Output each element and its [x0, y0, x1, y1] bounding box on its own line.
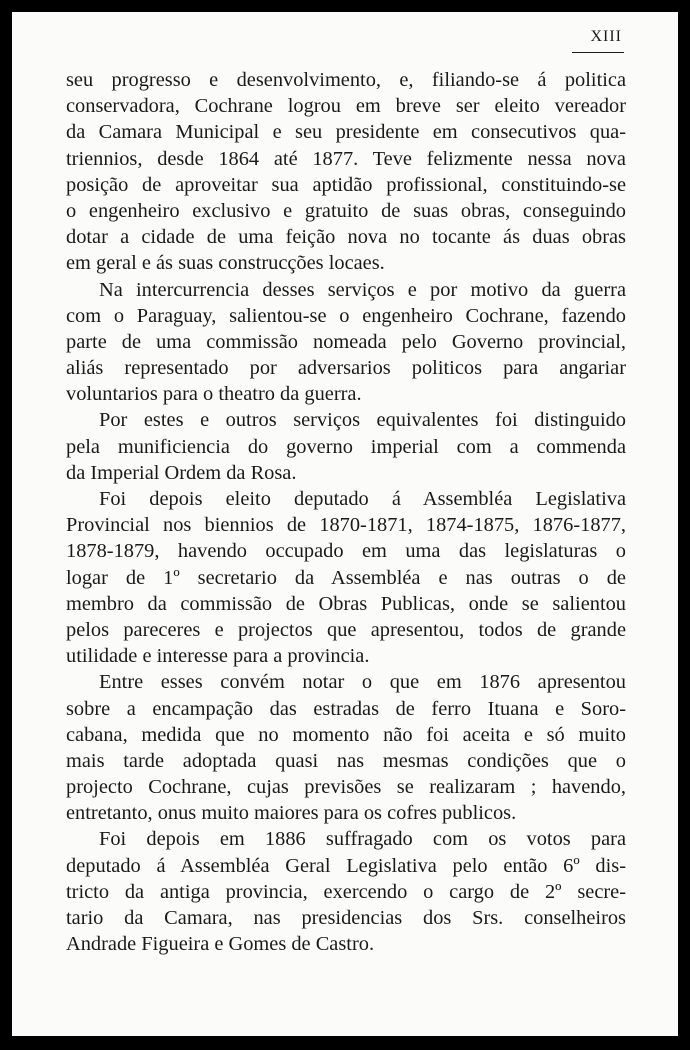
- text-line: cabana, medida que no momento não foi aceita e só muito: [66, 723, 626, 746]
- text-line: da Camara Municipal e seu presidente em consecutivos qua-: [66, 121, 626, 144]
- text-line: Na intercurrencia desses serviços e por motivo da guerra: [99, 278, 626, 301]
- text-line: voluntarios para o theatro da guerra.: [66, 383, 362, 406]
- text-line: mais tarde adoptada quasi nas mesmas condições que o: [66, 749, 626, 772]
- text-line: utilidade e interesse para a provincia.: [66, 645, 370, 668]
- paragraph: [66, 277, 626, 408]
- text-line: triennios, desde 1864 até 1877. Teve felizmente nessa nova: [66, 147, 626, 170]
- book-page: [12, 12, 678, 1036]
- page-number-rule: [572, 52, 624, 53]
- text-line: em geral e ás suas construcções locaes.: [66, 252, 385, 275]
- paragraph: [66, 407, 626, 486]
- body-text: [66, 67, 626, 957]
- text-line: parte de uma commissão nomeada pelo Governo provincial,: [66, 330, 626, 353]
- text-line: deputado á Assembléa Geral Legislativa pelo então 6º dis-: [66, 854, 626, 877]
- text-line: Por estes e outros serviços equivalentes foi distinguido: [99, 409, 626, 432]
- page-number: XIII: [590, 28, 622, 45]
- text-line: da Imperial Ordem da Rosa.: [66, 461, 297, 484]
- text-line: tricto da antiga provincia, exercendo o cargo de 2º secre-: [66, 880, 626, 903]
- text-line: sobre a encampação das estradas de ferro Ituana e Soro-: [66, 697, 626, 720]
- text-line: o engenheiro exclusivo e gratuito de suas obras, conseguindo: [66, 199, 626, 222]
- text-line: dotar a cidade de uma feição nova no tocante ás duas obras: [66, 226, 626, 249]
- text-line: Andrade Figueira e Gomes de Castro.: [66, 933, 375, 956]
- text-line: Foi depois em 1886 suffragado com os votos para: [99, 828, 626, 851]
- text-line: membro da commissão de Obras Publicas, onde se salientou: [66, 592, 626, 615]
- paragraph: [66, 826, 626, 957]
- text-line: pelos pareceres e projectos que apresentou, todos de grande: [66, 618, 626, 641]
- text-line: posição de aproveitar sua aptidão profissional, constituindo-se: [66, 173, 626, 196]
- text-line: Foi depois eleito deputado á Assembléa Legislativa: [99, 488, 626, 510]
- text-line: logar de 1º secretario da Assembléa e nas outras o de: [66, 566, 626, 589]
- text-line: pela munificiencia do governo imperial com a commenda: [66, 435, 626, 458]
- text-line: 1878-1879, havendo occupado em uma das legislaturas o: [66, 540, 626, 563]
- text-line: tario da Camara, nas presidencias dos Srs. conselheiros: [66, 907, 626, 929]
- text-line: aliás representado por adversarios politicos para angariar: [66, 357, 626, 380]
- text-line: conservadora, Cochrane logrou em breve ser eleito vereador: [66, 95, 626, 118]
- text-line: Entre esses convém notar o que em 1876 apresentou: [99, 671, 626, 694]
- text-line: seu progresso e desenvolvimento, e, filiando-se á politica: [66, 69, 626, 91]
- paragraph: [66, 669, 626, 826]
- paragraph: [66, 486, 626, 669]
- text-line: Provincial nos biennios de 1870-1871, 1874-1875, 1876-1877,: [66, 514, 626, 537]
- text-line: projecto Cochrane, cujas previsões se realizaram ; havendo,: [66, 776, 626, 799]
- paragraph: [66, 67, 626, 277]
- text-line: entretanto, onus muito maiores para os cofres publicos.: [66, 802, 517, 825]
- text-line: com o Paraguay, salientou-se o engenheiro Cochrane, fazendo: [66, 304, 626, 327]
